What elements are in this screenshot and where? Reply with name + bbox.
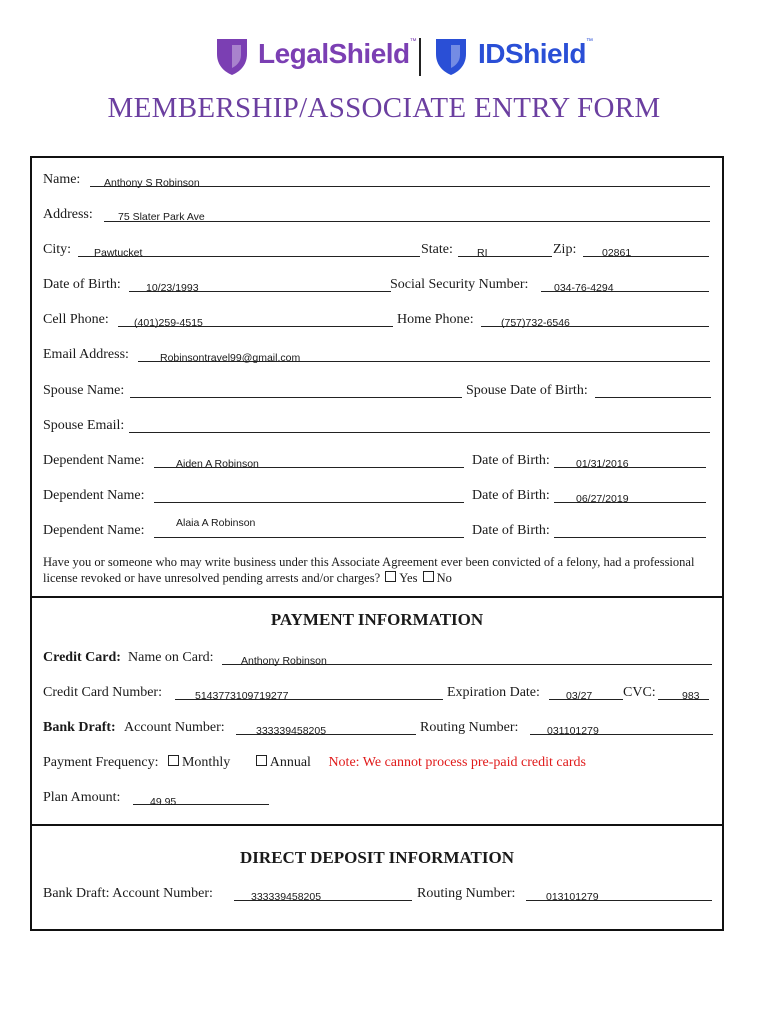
routing-number-label: Routing Number: (420, 720, 519, 735)
ssn-label: Social Security Number: (390, 277, 529, 292)
name-on-card-label: Name on Card: (128, 650, 214, 665)
dependent-dob-value: 06/27/2019 (576, 493, 629, 505)
yes-label: Yes (399, 571, 418, 585)
zip-label: Zip: (553, 242, 577, 257)
state-field[interactable] (458, 256, 552, 257)
spouse-email-label: Spouse Email: (43, 418, 125, 433)
dependent-dob-label: Date of Birth: (472, 453, 550, 468)
page-title: MEMBERSHIP/ASSOCIATE ENTRY FORM (107, 92, 661, 124)
dob-value: 10/23/1993 (146, 282, 199, 294)
cc-number-value: 5143773109719277 (195, 690, 289, 702)
cvc-label: CVC: (623, 685, 656, 700)
city-value: Pawtucket (94, 247, 143, 259)
cell-phone-value: (401)259-4515 (134, 317, 203, 329)
annual-label: Annual (269, 755, 311, 770)
cell-phone-label: Cell Phone: (43, 312, 109, 327)
no-label: No (436, 571, 452, 585)
payment-section-title: PAYMENT INFORMATION (270, 610, 484, 629)
dependent-name-value: Alaia A Robinson (176, 517, 256, 529)
logo-row (0, 34, 768, 80)
no-checkbox[interactable] (423, 571, 434, 582)
home-phone-label: Home Phone: (397, 312, 474, 327)
name-value: Anthony S Robinson (104, 177, 200, 189)
idshield-brand: IDShield™ (478, 38, 593, 69)
direct-deposit-section (30, 824, 724, 931)
bank-draft-label: Bank Draft: (43, 720, 116, 735)
member-info-section (30, 156, 724, 598)
routing-number-value: 031101279 (547, 725, 599, 737)
annual-checkbox[interactable] (256, 755, 267, 766)
spouse-name-label: Spouse Name: (43, 383, 125, 398)
name-on-card-value: Anthony Robinson (241, 655, 327, 667)
city-label: City: (43, 242, 72, 257)
payment-section (30, 596, 724, 826)
legalshield-logo-icon (215, 36, 249, 76)
dependent-dob-value: 01/31/2016 (576, 458, 629, 470)
deposit-account-label: Bank Draft: Account Number: (43, 886, 213, 901)
yes-checkbox[interactable] (385, 571, 396, 582)
dependent-name-label: Dependent Name: (43, 523, 145, 538)
spouse-dob-field[interactable] (595, 397, 711, 398)
state-label: State: (421, 242, 453, 257)
dependent-name-label: Dependent Name: (43, 488, 145, 503)
address-value: 75 Slater Park Ave (118, 211, 205, 223)
dependent-name-field[interactable] (154, 502, 464, 503)
zip-value: 02861 (602, 247, 632, 259)
dob-label: Date of Birth: (43, 277, 121, 292)
monthly-checkbox[interactable] (168, 755, 179, 766)
dependent-name-label: Dependent Name: (43, 453, 145, 468)
plan-amount-label: Plan Amount: (43, 790, 121, 805)
account-number-value: 333339458205 (256, 725, 327, 737)
felony-question: Have you or someone who may write business under this Associate Agreement ever been convicted of a felony, had a professional license revoked or have unresolved pending arrests and/or charges? Yes No (43, 555, 695, 585)
cvc-value: 983 (682, 690, 700, 702)
name-label: Name: (43, 172, 81, 187)
expiration-value: 03/27 (566, 690, 593, 702)
home-phone-value: (757)732-6546 (501, 317, 570, 329)
idshield-logo-icon (434, 36, 468, 76)
prepaid-note: Note: We cannot process pre-paid credit cards (328, 755, 586, 770)
logo-divider (419, 38, 421, 76)
dependent-dob-field[interactable] (554, 537, 706, 538)
credit-card-label: Credit Card: (43, 650, 121, 665)
spouse-email-field[interactable] (129, 432, 710, 433)
state-value: RI (477, 247, 488, 259)
email-label: Email Address: (43, 347, 129, 362)
monthly-label: Monthly (181, 755, 231, 770)
deposit-routing-value: 013101279 (546, 891, 599, 903)
address-label: Address: (43, 207, 93, 222)
dependent-dob-label: Date of Birth: (472, 488, 550, 503)
payment-frequency: Payment Frequency: Monthly Annual Note: We cannot process pre-paid credit cards (43, 755, 586, 770)
dependent-name-value: Aiden A Robinson (176, 458, 259, 470)
spouse-dob-label: Spouse Date of Birth: (466, 383, 588, 398)
legalshield-brand: LegalShield™ (258, 38, 417, 69)
cc-number-label: Credit Card Number: (43, 685, 162, 700)
deposit-routing-label: Routing Number: (417, 886, 516, 901)
spouse-name-field[interactable] (130, 397, 462, 398)
plan-amount-value: 49.95 (150, 796, 177, 808)
email-value: Robinsontravel99@gmail.com (160, 352, 301, 364)
expiration-label: Expiration Date: (447, 685, 540, 700)
ssn-value: 034-76-4294 (554, 282, 614, 294)
account-number-label: Account Number: (124, 720, 225, 735)
direct-deposit-title: DIRECT DEPOSIT INFORMATION (240, 848, 514, 867)
dependent-name-field[interactable] (154, 537, 464, 538)
dependent-dob-label: Date of Birth: (472, 523, 550, 538)
deposit-account-value: 333339458205 (251, 891, 322, 903)
